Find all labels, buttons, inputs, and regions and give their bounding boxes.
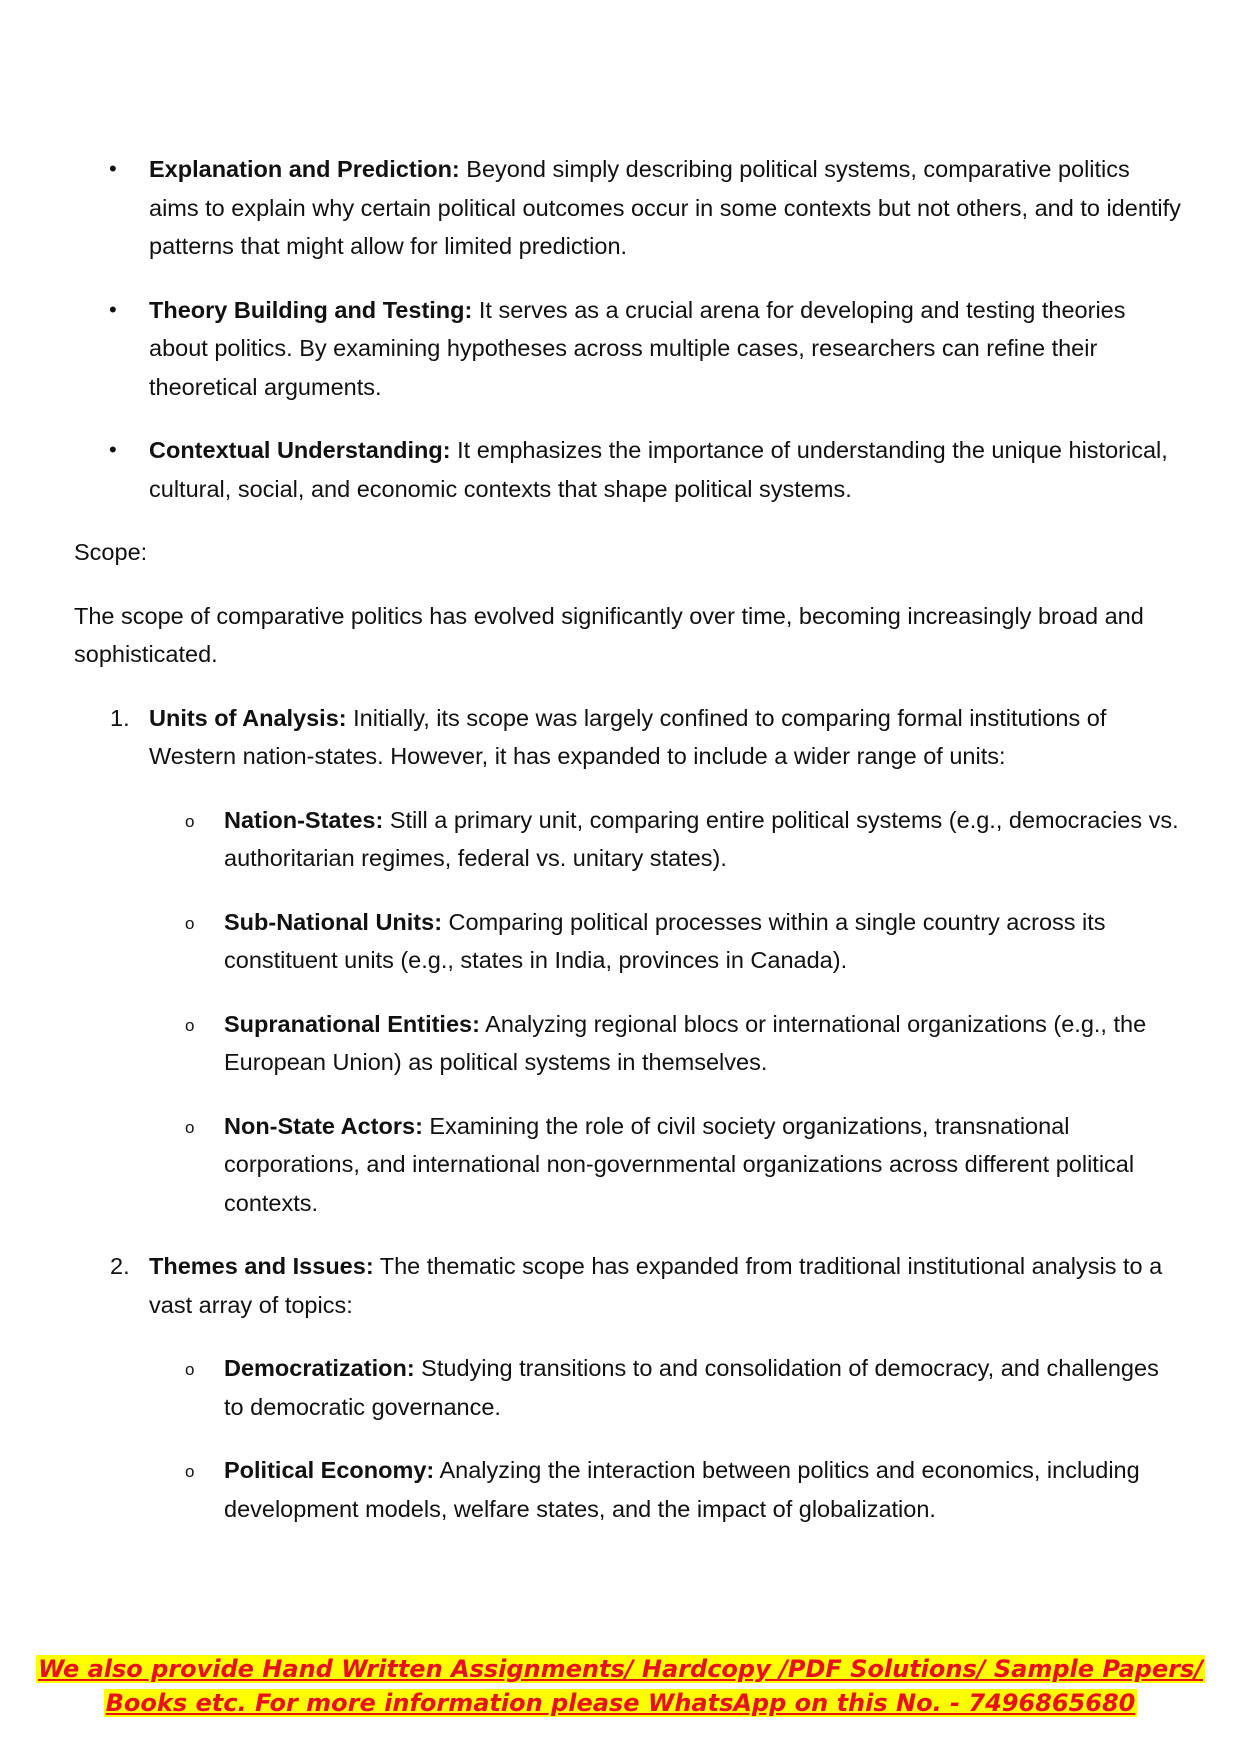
bullet-item	[74, 150, 1184, 266]
sub-text: Studying transitions to and consolidation of democracy, and challenges to democratic governance.	[224, 1355, 1159, 1420]
sub-term: Nation-States:	[224, 806, 384, 833]
sub-list	[149, 801, 1184, 1223]
scope-heading: Scope:	[74, 539, 148, 565]
sub-term: Non-State Actors:	[224, 1112, 423, 1139]
sub-text: Analyzing the interaction between politics and economics, including development models, welfare states, and the impact of globalization.	[224, 1457, 1140, 1522]
bullet-dot-icon: •	[109, 156, 117, 181]
bullet-dot-icon: •	[109, 296, 117, 322]
sub-term: Democratization:	[224, 1355, 415, 1381]
bullet-text: It serves as a crucial arena for developing and testing theories about politics. By examining hypotheses across multiple cases, researchers can refine their theoretical arguments.	[149, 296, 1126, 400]
sub-text: Comparing political processes within a single country across its constituent units (e.g., states in India, provinces in Canada).	[224, 908, 1106, 973]
circle-bullet-icon: o	[185, 1015, 195, 1035]
document-body	[74, 150, 1184, 1553]
sub-text: Analyzing regional blocs or international organizations (e.g., the European Union) as political systems in themselves.	[224, 1010, 1147, 1075]
bullet-item	[74, 291, 1184, 407]
bullet-item	[74, 431, 1184, 508]
circle-bullet-icon: o	[185, 811, 195, 831]
bullet-list	[74, 150, 1184, 508]
bullet-term: Theory Building and Testing:	[149, 296, 473, 323]
sub-list	[149, 1349, 1184, 1528]
promo-line-1: We also provide Hand Written Assignments/ Hardcopy /PDF Solutions/ Sample Papers/	[38, 1655, 1203, 1683]
bullet-text: Beyond simply describing political systems, comparative politics aims to explain why certain political outcomes occur in some contexts but not others, and to identify patterns that might allow for limited prediction.	[149, 156, 1181, 259]
item-term: Units of Analysis:	[149, 704, 347, 731]
sub-item	[149, 1005, 1184, 1082]
scope-intro: The scope of comparative politics has evolved significantly over time, becoming increasingly broad and sophisticated.	[74, 602, 1144, 667]
numbered-item	[74, 1247, 1184, 1528]
circle-bullet-icon: o	[185, 1462, 195, 1481]
sub-item	[149, 1107, 1184, 1223]
sub-term: Sub-National Units:	[224, 908, 443, 935]
bullet-term: Explanation and Prediction:	[149, 156, 460, 182]
item-text: Initially, its scope was largely confined to comparing formal institutions of Western nation-states. However, it has expanded to include a wider range of units:	[149, 704, 1107, 769]
numbered-list	[74, 699, 1184, 1529]
item-number: 2.	[110, 1253, 130, 1279]
sub-item	[149, 903, 1184, 980]
sub-item	[149, 1451, 1184, 1528]
bullet-dot-icon: •	[109, 437, 117, 462]
circle-bullet-icon: o	[185, 1360, 195, 1379]
sub-term: Supranational Entities:	[224, 1010, 480, 1037]
sub-item	[149, 1349, 1184, 1426]
promo-line-2: Books etc. For more information please WhatsApp on this No. - 7496865680	[105, 1689, 1136, 1717]
bullet-text: It emphasizes the importance of understanding the unique historical, cultural, social, and economic contexts that shape political systems.	[149, 437, 1168, 502]
sub-text: Still a primary unit, comparing entire political systems (e.g., democracies vs. authoritarian regimes, federal vs. unitary states).	[224, 806, 1179, 871]
sub-term: Political Economy:	[224, 1457, 435, 1483]
numbered-item	[74, 699, 1184, 1223]
item-number: 1.	[110, 704, 130, 731]
circle-bullet-icon: o	[185, 1117, 195, 1137]
circle-bullet-icon: o	[185, 913, 195, 933]
item-term: Themes and Issues:	[149, 1253, 374, 1279]
sub-text: Examining the role of civil society organizations, transnational corporations, and international non-governmental organizations across different political contexts.	[224, 1112, 1135, 1216]
sub-item	[149, 801, 1184, 878]
bullet-term: Contextual Understanding:	[149, 437, 451, 463]
promo-footer	[0, 1652, 1241, 1720]
item-text: The thematic scope has expanded from traditional institutional analysis to a vast array of topics:	[149, 1253, 1163, 1318]
